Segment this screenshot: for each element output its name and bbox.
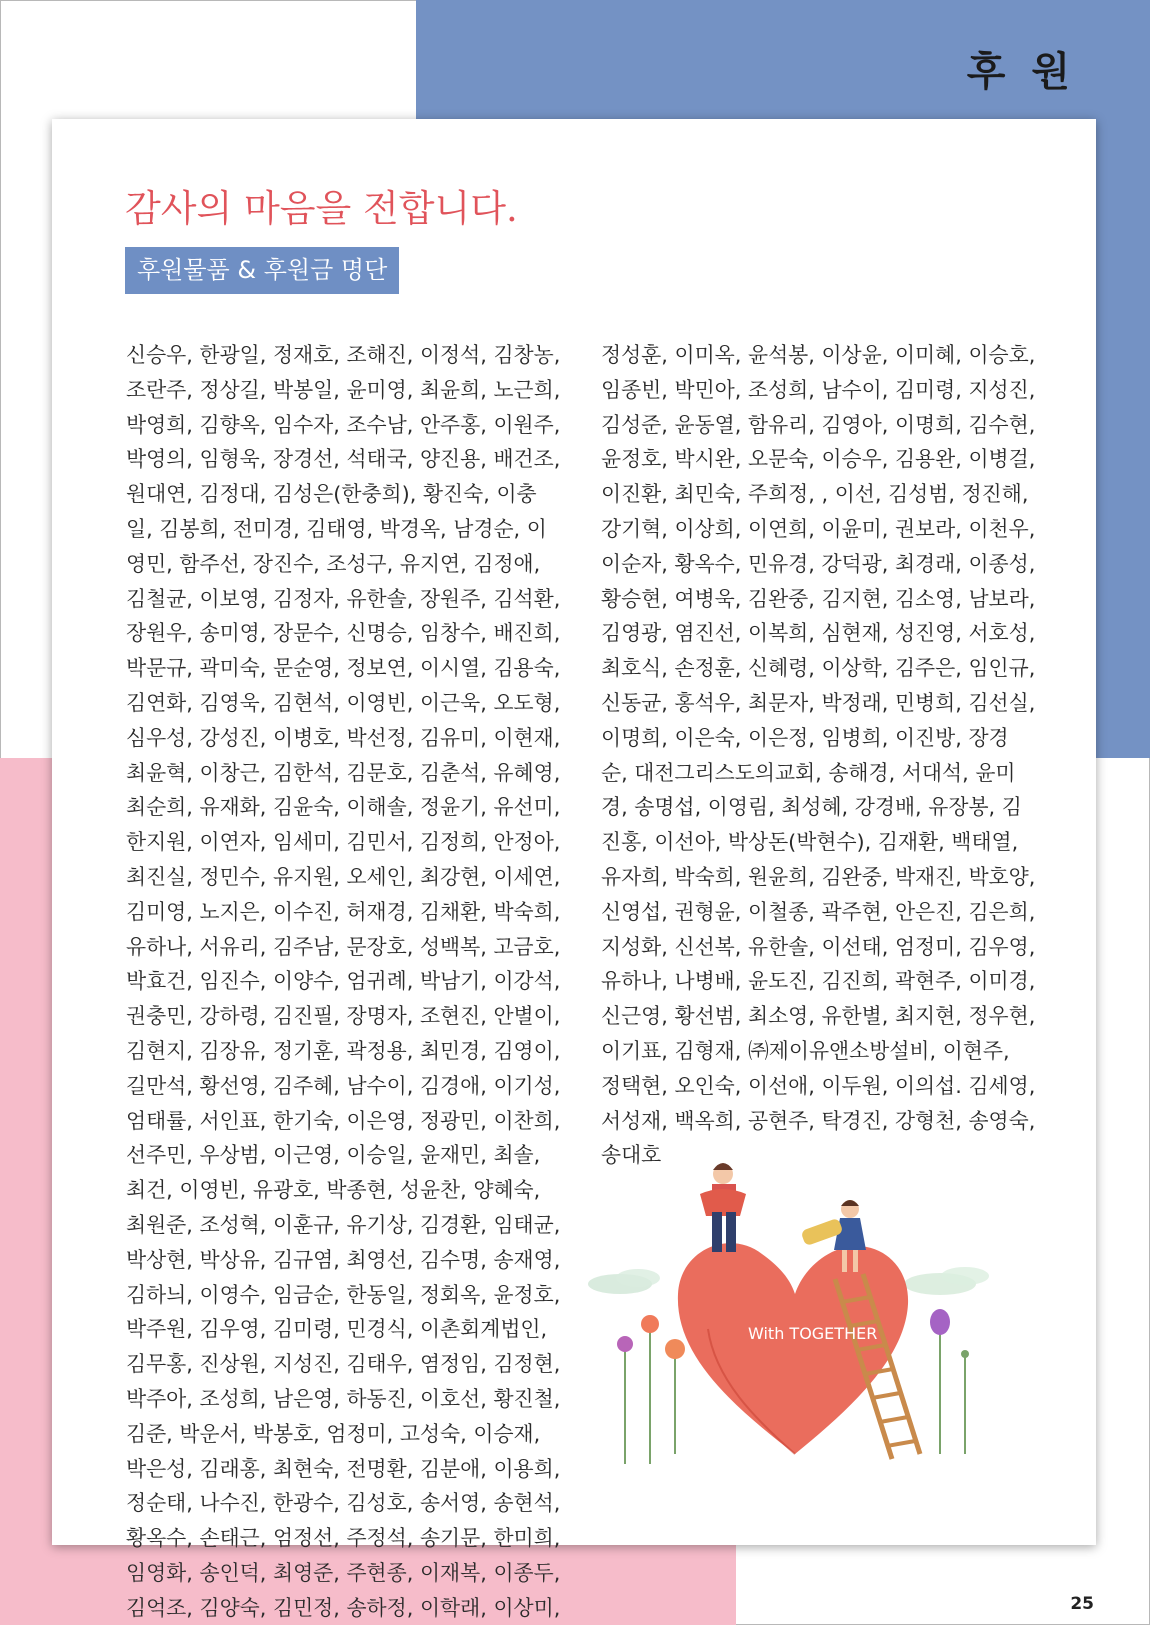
donor-list-line: 박효건, 임진수, 이양수, 엄귀례, 박남기, 이강석,: [126, 969, 561, 994]
donor-list-line: 순, 대전그리스도의교회, 송해경, 서대석, 윤미: [601, 760, 1016, 785]
donor-list-line: 박문규, 곽미숙, 문순영, 정보연, 이시열, 김용숙,: [126, 656, 561, 681]
donor-list-line: 길만석, 황선영, 김주혜, 남수이, 김경애, 이기성,: [126, 1073, 561, 1098]
page-number: 25: [1070, 1594, 1094, 1614]
donor-list-line: 임영화, 송인덕, 최영준, 주현종, 이재복, 이종두,: [126, 1560, 561, 1585]
donor-list-line: 임종빈, 박민아, 조성희, 남수이, 김미령, 지성진,: [601, 377, 1036, 402]
donor-list-right: [601, 338, 1041, 1173]
donor-list-line: 김준, 박운서, 박봉호, 엄정미, 고성숙, 이승재,: [126, 1421, 541, 1446]
heart-illustration: [580, 1154, 1010, 1474]
donor-list-line: 정택현, 오인숙, 이선애, 이두원, 이의섭. 김세영,: [601, 1073, 1036, 1098]
donor-list-line: 영민, 함주선, 장진수, 조성구, 유지연, 김정애,: [126, 551, 541, 576]
donor-list-line: 심우성, 강성진, 이병호, 박선정, 김유미, 이현재,: [126, 725, 561, 750]
donor-list-line: 서성재, 백옥희, 공현주, 탁경진, 강형천, 송영숙,: [601, 1108, 1036, 1133]
donor-list-line: 신승우, 한광일, 정재호, 조해진, 이정석, 김창농,: [126, 343, 561, 367]
donor-list-line: 이명희, 이은숙, 이은정, 임병희, 이진방, 장경: [601, 725, 1009, 750]
donor-list-line: 김억조, 김양숙, 김민정, 송하정, 이학래, 이상미,: [126, 1595, 561, 1620]
donor-list-line: 김성준, 윤동열, 함유리, 김영아, 이명희, 김수현,: [601, 412, 1036, 437]
donor-list-line: 김현지, 김장유, 정기훈, 곽정용, 최민경, 김영이,: [126, 1038, 561, 1063]
donor-list-line: 이진환, 최민숙, 주희정, , 이선, 김성범, 정진해,: [601, 482, 1029, 507]
donor-list-line: 박영의, 임형욱, 장경선, 석태국, 양진용, 배건조,: [126, 447, 561, 472]
donor-list-line: 경, 송명섭, 이영림, 최성혜, 강경배, 유장봉, 김: [601, 795, 1022, 820]
donor-list-line: 유자희, 박숙희, 원윤희, 김완중, 박재진, 박호양,: [601, 864, 1036, 889]
donor-list-line: 박주아, 조성희, 남은영, 하동진, 이호선, 황진철,: [126, 1386, 561, 1411]
donor-list-line: 이기표, 김형재, ㈜제이유앤소방설비, 이현주,: [601, 1038, 1010, 1063]
donor-list-line: 정성훈, 이미옥, 윤석봉, 이상윤, 이미혜, 이승호,: [601, 343, 1036, 367]
headline: 감사의 마음을 전합니다.: [125, 187, 518, 230]
donor-list-line: 박상현, 박상유, 김규염, 최영선, 김수명, 송재영,: [126, 1247, 561, 1272]
donor-list-line: 김하늬, 이영수, 임금순, 한동일, 정회옥, 윤정호,: [126, 1282, 561, 1307]
subheadline-badge: 후원물품 & 후원금 명단: [125, 247, 399, 294]
donor-list-line: 황옥수, 손태근, 엄정선, 주정석, 송기문, 한미희,: [126, 1526, 561, 1551]
donor-list-line: 송대호: [601, 1143, 662, 1168]
donor-list-line: 장원우, 송미영, 장문수, 신명승, 임창수, 배진희,: [126, 621, 561, 646]
donor-list-line: 진홍, 이선아, 박상돈(박현수), 김재환, 백태열,: [601, 830, 1019, 855]
donor-list-line: 신근영, 황선범, 최소영, 유한별, 최지현, 정우현,: [601, 1004, 1036, 1029]
donor-list-line: 최호식, 손정훈, 신혜령, 이상학, 김주은, 임인규,: [601, 656, 1036, 681]
donor-list-line: 엄태률, 서인표, 한기숙, 이은영, 정광민, 이찬희,: [126, 1108, 561, 1133]
donor-list-line: 최진실, 정민수, 유지원, 오세인, 최강현, 이세연,: [126, 864, 561, 889]
donor-list-line: 유하나, 나병배, 윤도진, 김진희, 곽현주, 이미경,: [601, 969, 1036, 994]
donor-list-line: 신동균, 홍석우, 최문자, 박정래, 민병희, 김선실,: [601, 690, 1036, 715]
donor-list-line: 강기혁, 이상희, 이연희, 이윤미, 권보라, 이천우,: [601, 516, 1036, 541]
donor-list-line: 최원준, 조성혁, 이훈규, 유기상, 김경환, 임태균,: [126, 1212, 561, 1237]
heart-illustration-text: With TOGETHER: [748, 1324, 878, 1343]
donor-list-line: 조란주, 정상길, 박봉일, 윤미영, 최윤희, 노근희,: [126, 377, 561, 402]
section-label: 후 원: [966, 49, 1076, 95]
donor-list-line: 유하나, 서유리, 김주남, 문장호, 성백복, 고금호,: [126, 934, 561, 959]
donor-list-line: 최순희, 유재화, 김윤숙, 이해솔, 정윤기, 유선미,: [126, 795, 561, 820]
donor-list-line: 선주민, 우상범, 이근영, 이승일, 윤재민, 최솔,: [126, 1143, 541, 1168]
donor-list-line: 이순자, 황옥수, 민유경, 강덕광, 최경래, 이종성,: [601, 551, 1036, 576]
donor-list-line: 박영희, 김향옥, 임수자, 조수남, 안주홍, 이원주,: [126, 412, 561, 437]
donor-list-line: 최윤혁, 이창근, 김한석, 김문호, 김춘석, 유혜영,: [126, 760, 561, 785]
donor-list-line: 김철균, 이보영, 김정자, 유한솔, 장원주, 김석환,: [126, 586, 561, 611]
donor-list-line: 원대연, 김정대, 김성은(한충희), 황진숙, 이충: [126, 482, 537, 507]
donor-list-line: 김무홍, 진상원, 지성진, 김태우, 염정임, 김정현,: [126, 1352, 561, 1377]
donor-list-line: 정순태, 나수진, 한광수, 김성호, 송서영, 송현석,: [126, 1491, 561, 1516]
donor-list-left: [126, 338, 566, 1625]
donor-list-line: 지성화, 신선복, 유한솔, 이선태, 엄정미, 김우영,: [601, 934, 1036, 959]
donor-list-line: 김영광, 염진선, 이복희, 심현재, 성진영, 서호성,: [601, 621, 1036, 646]
donor-list-line: 박은성, 김래홍, 최현숙, 전명환, 김분애, 이용희,: [126, 1456, 561, 1481]
donor-list-line: 일, 김봉희, 전미경, 김태영, 박경옥, 남경순, 이: [126, 516, 547, 541]
donor-list-line: 최건, 이영빈, 유광호, 박종현, 성윤찬, 양혜숙,: [126, 1178, 541, 1203]
donor-list-line: 김연화, 김영욱, 김현석, 이영빈, 이근욱, 오도형,: [126, 690, 561, 715]
donor-list-line: 박주원, 김우영, 김미령, 민경식, 이촌회계법인,: [126, 1317, 548, 1342]
donor-list-line: 신영섭, 권형윤, 이철종, 곽주현, 안은진, 김은희,: [601, 899, 1036, 924]
donor-list-line: 윤정호, 박시완, 오문숙, 이승우, 김용완, 이병걸,: [601, 447, 1036, 472]
donor-list-line: 황승현, 여병욱, 김완중, 김지현, 김소영, 남보라,: [601, 586, 1036, 611]
donor-list-line: 한지원, 이연자, 임세미, 김민서, 김정희, 안정아,: [126, 830, 561, 855]
donor-list-line: 김미영, 노지은, 이수진, 허재경, 김채환, 박숙희,: [126, 899, 561, 924]
donor-list-line: 권충민, 강하령, 김진필, 장명자, 조현진, 안별이,: [126, 1004, 561, 1029]
